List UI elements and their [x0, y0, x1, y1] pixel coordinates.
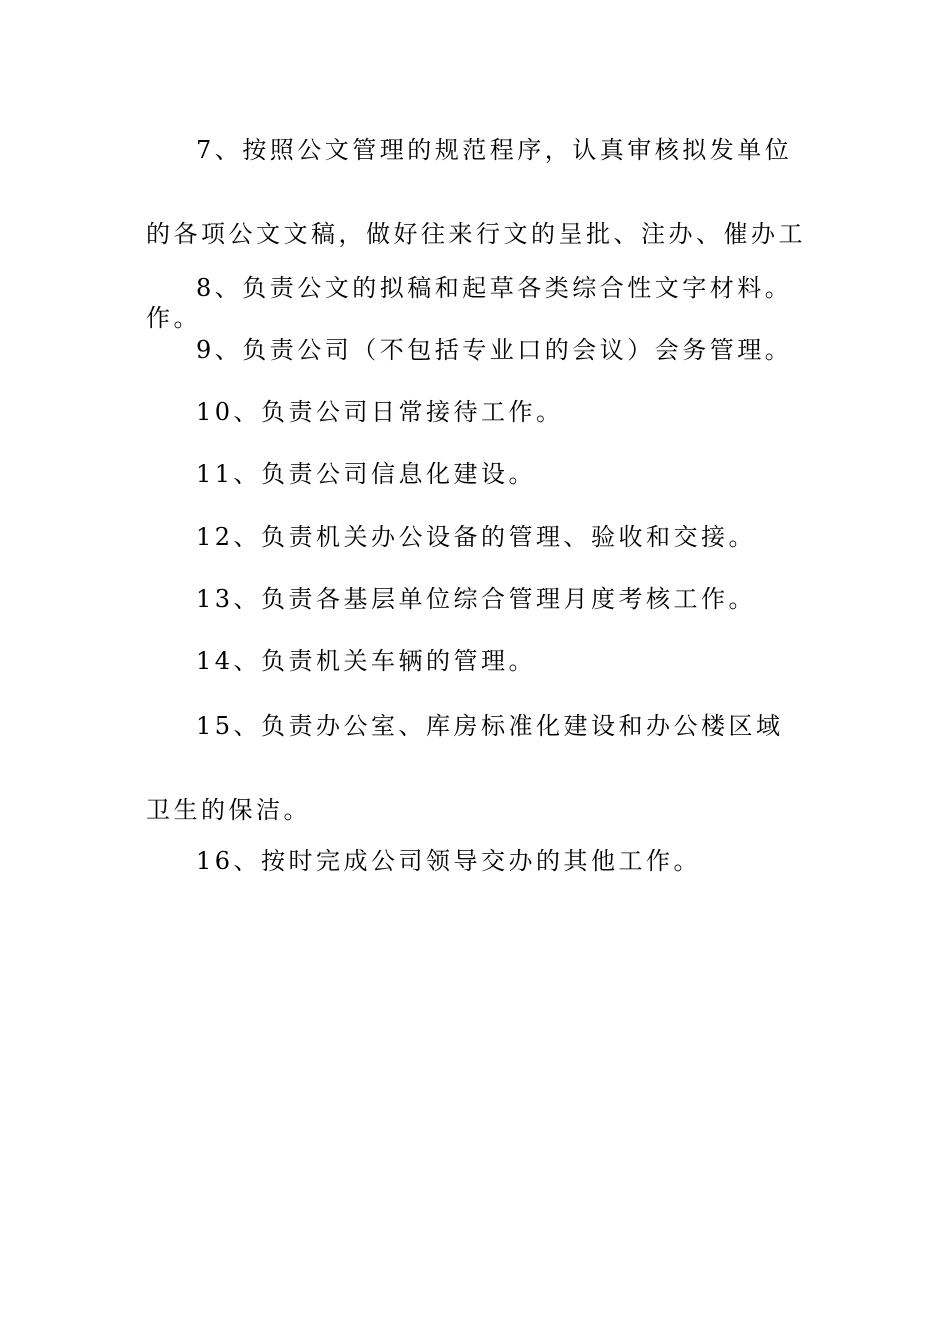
- list-item-15: 15、负责办公室、库房标准化建设和办公楼区域卫生的保洁。: [146, 712, 784, 824]
- list-item-8: 8、负责公文的拟稿和起草各类综合性文字材料。: [196, 274, 793, 302]
- list-item-7: 7、按照公文管理的规范程序，认真审核拟发单位的各项公文文稿，做好往来行文的呈批、注办、催办工作。: [146, 136, 806, 332]
- list-item-9: 9、负责公司（不包括专业口的会议）会务管理。: [196, 336, 793, 364]
- list-item-13: 13、负责各基层单位综合管理月度考核工作。: [196, 585, 757, 613]
- list-item-12: 12、负责机关办公设备的管理、验收和交接。: [196, 523, 757, 551]
- list-item-16: 16、按时完成公司领导交办的其他工作。: [196, 847, 702, 875]
- list-item-11: 11、负责公司信息化建设。: [196, 460, 537, 488]
- list-item-14: 14、负责机关车辆的管理。: [196, 647, 537, 675]
- list-item-10: 10、负责公司日常接待工作。: [196, 398, 564, 426]
